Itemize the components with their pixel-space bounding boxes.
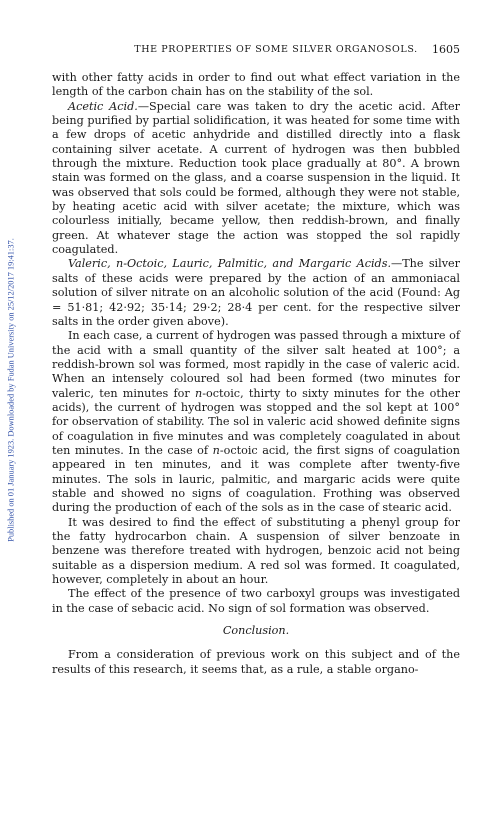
paragraph-hydrogen-procedure [52, 329, 460, 515]
section-title-fatty-acids: Valeric, n-Octoic, Lauric, Palmitic, and Margaric Acids. [68, 257, 392, 271]
paragraph-conclusion: From a consideration of previous work on this subject and of the results of this research, it seems that, as a rule, a stable organo- [52, 648, 460, 676]
conclusion-heading: Conclusion. [222, 624, 290, 638]
paragraph-hydrogen-text-b: -octoic, thirty to sixty minutes for the other acids), the current of hydrogen was stopped and the sol kept at 100° for observation of stability. The sol in valeric acid showed definite signs of coagulation in five minutes and was completely coagulated in about ten minutes. In the case of [52, 386, 460, 457]
paragraph-acetic-acid-text: —Special care was taken to dry the acetic acid. After being purified by partial solidification, it was heated for some time with a few drops of acetic anhydride and distilled directly into a flask containing silver acetate. A current of hydrogen was then bubbled through the mixture. Reduction took place gradually at 80°. A brown stain was formed on the glass, and a coarse suspension in the liquid. It was observed that sols could be formed, although they were not stable, by heating acetic acid with silver acetate; the mixture, which was colourless initially, became yellow, then reddish-brown, and finally green. At whatever stage the action was stopped the sol rapidly coagulated. [52, 99, 460, 257]
running-title: THE PROPERTIES OF SOME SILVER ORGANOSOLS. [134, 44, 418, 55]
paragraph-phenyl-group: It was desired to find the effect of substituting a phenyl group for the fatty hydrocarbon chain. A suspension of silver benzoate in benzene was therefore treated with hydrogen, benzoic acid not being suitable as a dispersion medium. A red sol was formed. It coagulated, however, completely in about an hour. [52, 515, 460, 587]
paragraph-hydrogen-text-a: In each case, a current of hydrogen was passed through a mixture of the acid with a small quantity of the silver salt heated at 100°; a reddish-brown sol was formed, most rapidly in the case of valeric acid. When an intensely coloured sol had been formed (two minutes for valeric, ten minutes for [52, 329, 460, 400]
download-watermark-text: Published on 01 January 1923. Downloaded by Fudan University on 25/12/2017 19:41:37. [6, 238, 16, 542]
paragraph-carboxyl-groups: The effect of the presence of two carboxyl groups was investigated in the case of sebacic acid. No sign of sol formation was observed. [52, 587, 460, 615]
italic-n-1: n [195, 386, 203, 400]
paragraph-acetic-acid [52, 100, 460, 258]
download-watermark [4, 110, 18, 670]
paragraph-fatty-acids-text: —The silver salts of these acids were prepared by the action of an ammoniacal solution of silver nitrate on an alcoholic solution of the acid (Found: Ag = 51·81; 42·92; 35·14; 29·2; 28·4 per cent. for the respective silver salts in the order given above). [52, 257, 461, 328]
article-body [52, 71, 460, 677]
section-title-acetic-acid: Acetic Acid. [68, 99, 138, 113]
paragraph-continuation: with other fatty acids in order to find out what effect variation in the length of the carbon chain has on the stability of the sol. [52, 71, 460, 99]
italic-n-2: n [212, 443, 220, 457]
paragraph-hydrogen-text-c: -octoic acid, the first signs of coagulation appeared in ten minutes, and it was complete after twenty-five minutes. The sols in lauric, palmitic, and margaric acids were quite stable and showed no signs of coagulation. Frothing was observed during the production of each of the sols as in the case of stearic acid. [52, 443, 460, 515]
running-header [52, 44, 460, 55]
page-number: 1605 [432, 43, 460, 56]
paragraph-fatty-acids [52, 257, 460, 329]
